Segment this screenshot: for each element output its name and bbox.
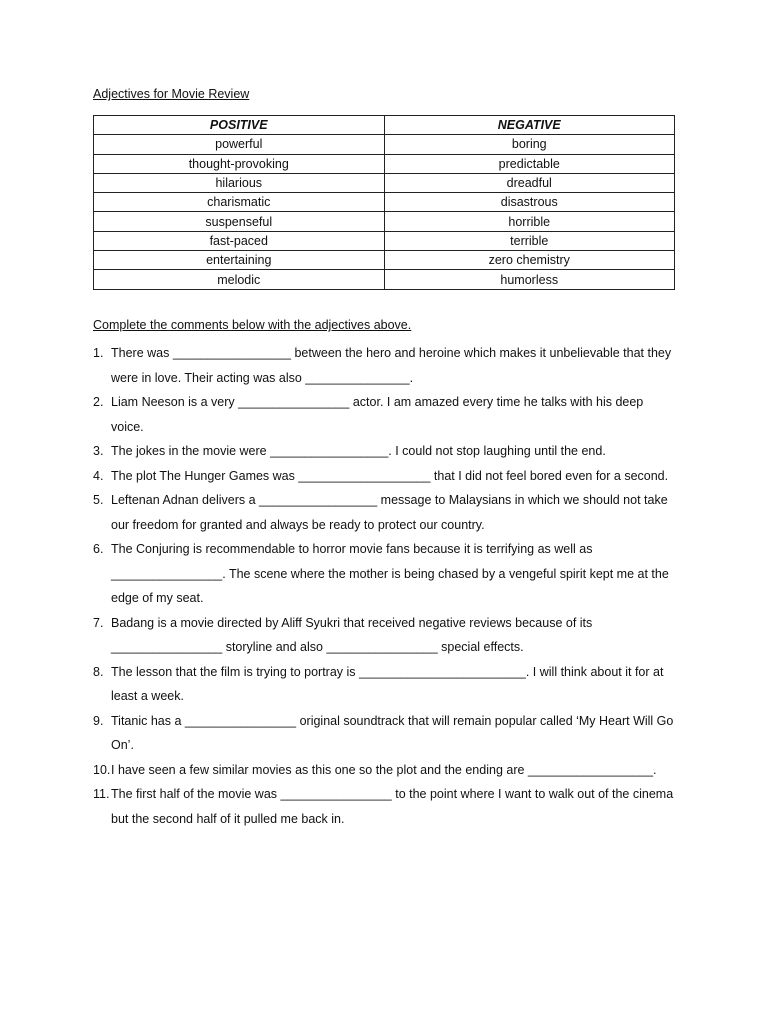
table-row [94,251,675,270]
question-text: There was _________________ between the hero and heroine which makes it unbelievable that they were in love. Their acting was also _______________. [111,346,672,385]
question-number: 8. [93,664,104,679]
negative-cell: zero chemistry [384,251,675,270]
table-row [94,173,675,192]
question-text: The lesson that the film is trying to portray is ________________________. I will think about it for at least a week. [111,664,664,703]
positive-cell: powerful [94,135,385,154]
question-number: 5. [93,493,104,507]
question-number: 9. [93,713,104,728]
table-row [94,193,675,212]
question-text: The jokes in the movie were _________________. I could not stop laughing until the end. [111,444,606,458]
question-number: 11. [93,787,110,801]
question-number: 10. [93,762,111,777]
negative-cell: boring [384,135,675,154]
negative-cell: horrible [384,212,675,231]
adjectives-table-body [94,135,675,289]
question-item [93,660,678,709]
instructions: Complete the comments below with the adjectives above. [93,318,412,332]
question-number: 6. [93,542,104,556]
question-item [93,390,678,439]
positive-cell: charismatic [94,193,385,212]
question-number: 7. [93,615,104,630]
table-row [94,270,675,289]
negative-cell: dreadful [384,173,675,192]
question-item [93,488,678,537]
negative-cell: predictable [384,154,675,173]
question-text: I have seen a few similar movies as this one so the plot and the ending are __________________. [111,762,657,777]
positive-cell: fast-paced [94,231,385,250]
question-text: The plot The Hunger Games was ___________________ that I did not feel bored even for a second. [111,468,669,483]
question-text: The first half of the movie was ________________ to the point where I want to walk out of the cinema but the second half of it pulled me back in. [111,787,674,826]
question-item [93,439,678,464]
positive-header: POSITIVE [94,116,385,135]
question-number: 4. [93,468,104,483]
page-title: Adjectives for Movie Review [93,87,250,101]
question-item [93,611,678,660]
negative-cell: disastrous [384,193,675,212]
adjectives-table [93,115,675,290]
positive-cell: entertaining [94,251,385,270]
table-row [94,212,675,231]
question-item [93,464,678,489]
question-text: The Conjuring is recommendable to horror movie fans because it is terrifying as well as ________________. The scene where the mother is being chased by a vengeful spirit kept me at the edge of my seat. [111,542,669,605]
question-text: Badang is a movie directed by Aliff Syukri that received negative reviews because of its ________________ storyline and also ________________ special effects. [111,615,593,654]
negative-cell: humorless [384,270,675,289]
positive-cell: melodic [94,270,385,289]
positive-cell: thought-provoking [94,154,385,173]
table-header-row [94,116,675,135]
question-number: 1. [93,346,104,360]
question-text: Leftenan Adnan delivers a _________________ message to Malaysians in which we should not take our freedom for granted and always be ready to protect our country. [111,493,668,532]
question-list [93,341,678,831]
question-text: Titanic has a ________________ original soundtrack that will remain popular called ‘My Heart Will Go On’. [111,713,674,752]
positive-cell: suspenseful [94,212,385,231]
negative-header: NEGATIVE [384,116,675,135]
table-row [94,154,675,173]
question-number: 3. [93,444,104,458]
question-text: Liam Neeson is a very ________________ actor. I am amazed every time he talks with his deep voice. [111,395,644,434]
question-item [93,341,678,390]
table-row [94,231,675,250]
question-item [93,709,678,758]
positive-cell: hilarious [94,173,385,192]
question-item [93,537,678,611]
question-item [93,758,678,783]
question-number: 2. [93,395,104,409]
table-row [94,135,675,154]
negative-cell: terrible [384,231,675,250]
question-item [93,782,678,831]
